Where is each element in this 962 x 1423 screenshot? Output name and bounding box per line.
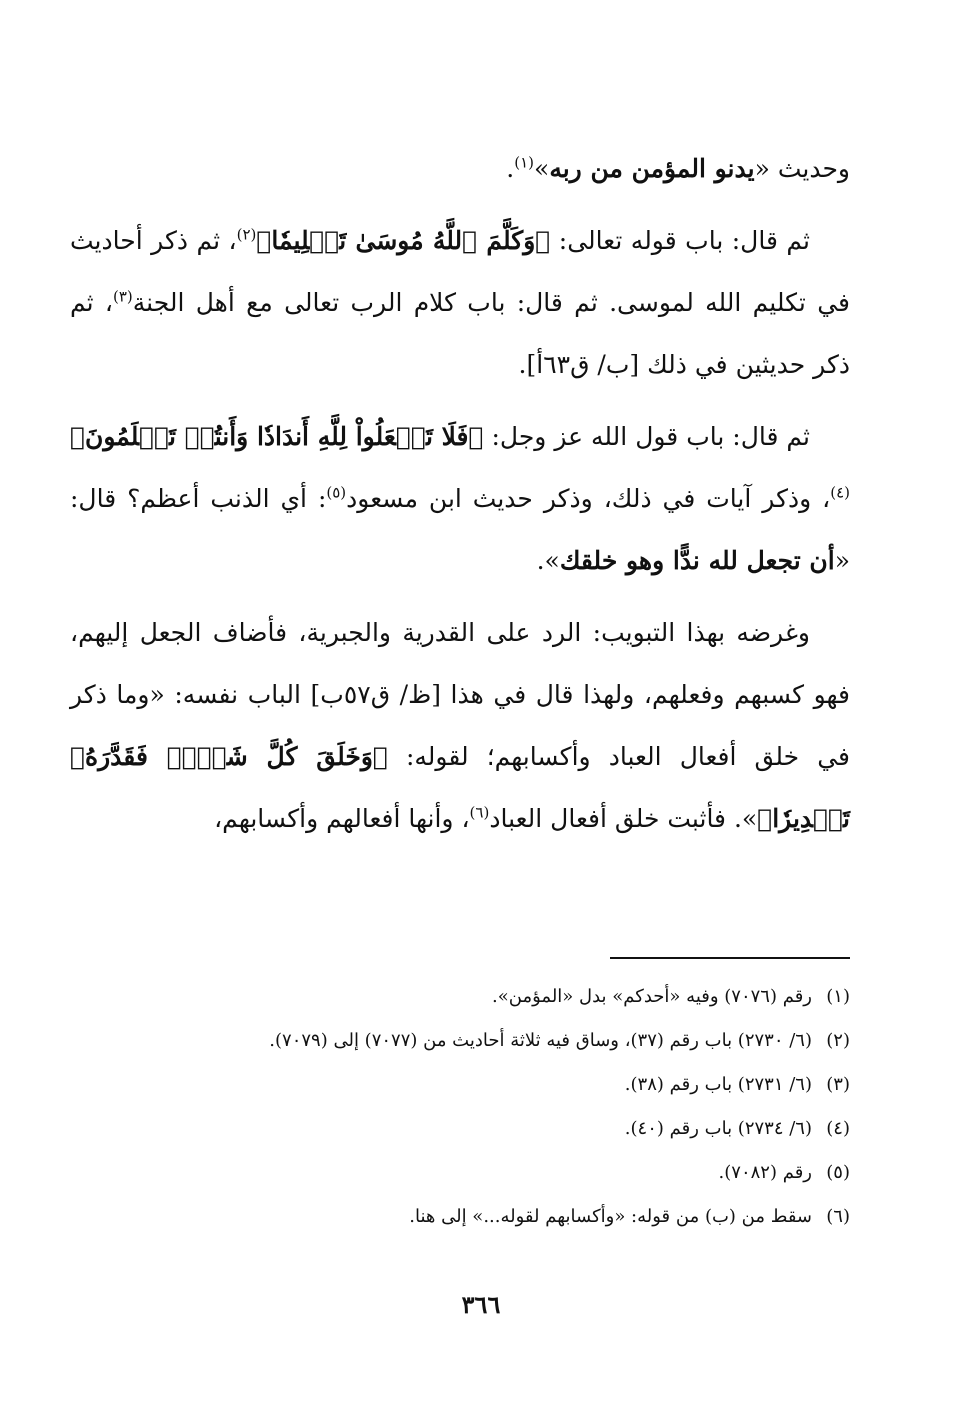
quran-verse: ﴿وَكَلَّمَ ٱللَّهُ مُوسَىٰ تَكۡلِيمٗا﴾ bbox=[256, 226, 551, 255]
paragraph-4 bbox=[70, 602, 850, 850]
quran-verse: ﴿فَلَا تَجۡعَلُواْ لِلَّهِ أَندَادٗا وَأَنتُمۡ تَعۡلَمُونَ﴾ bbox=[70, 422, 484, 451]
text-segment: ، وذكر آيات في ذلك، وذكر حديث ابن مسعود bbox=[346, 484, 831, 513]
footnote-item bbox=[70, 975, 850, 1019]
footnote-item bbox=[70, 1019, 850, 1063]
paragraph-1 bbox=[70, 138, 850, 200]
hadith-quote: أن تجعل لله ندًّا وهو خلقك bbox=[559, 546, 835, 575]
footnote-ref[interactable]: (٥) bbox=[326, 483, 347, 502]
footnote-text: (٦/ ٢٧٣١) باب رقم (٣٨). bbox=[624, 1074, 812, 1095]
footnote-item bbox=[70, 1063, 850, 1107]
footnote-item bbox=[70, 1107, 850, 1151]
quran-verse: ﴿وَخَلَقَ كُلَّ شَيۡءٖ فَقَدَّرَهُۥ تَقۡدِيرٗا﴾ bbox=[70, 742, 850, 833]
footnotes bbox=[70, 975, 850, 1239]
footnote-divider bbox=[610, 957, 850, 959]
text-segment: ، ثم ذكر حديثين في ذلك [ب/ ق٦٣أ]. bbox=[70, 288, 850, 379]
footnote-number: (٥) bbox=[826, 1162, 850, 1183]
text-segment: . bbox=[506, 154, 515, 183]
footnote-ref[interactable]: (٤) bbox=[830, 483, 850, 502]
text-segment: ». فأثبت خلق أفعال العباد bbox=[489, 804, 758, 833]
footnote-ref[interactable]: (٦) bbox=[469, 803, 490, 822]
text-segment: ثم قال: باب قول الله عز وجل: bbox=[483, 422, 810, 451]
text-segment: وغرضه بهذا التبويب: الرد على القدرية والجبرية، فأضاف الجعل إليهم، فهو كسبهم وفعلهم، ولهذا قال في هذا [ظ/ ق٥٧ب] الباب نفسه: «وما ذكر في خلق أفعال العباد وأكسابهم؛ لقوله: bbox=[70, 618, 850, 771]
text-segment: ، وأنها أفعالهم وأكسابهم، bbox=[214, 804, 470, 833]
footnote-text: رقم (٧٠٨٢). bbox=[718, 1162, 812, 1183]
footnote-number: (٣) bbox=[826, 1074, 850, 1095]
page-number: ٣٦٦ bbox=[461, 1290, 501, 1319]
footnote-text: (٦/ ٢٧٣٠) باب رقم (٣٧)، وساق فيه ثلاثة أحاديث من (٧٠٧٧) إلى (٧٠٧٩). bbox=[269, 1030, 812, 1051]
footnote-ref[interactable]: (٢) bbox=[236, 225, 257, 244]
footnote-item bbox=[70, 1151, 850, 1195]
paragraph-3 bbox=[70, 406, 850, 592]
footnote-text: سقط من (ب) من قوله: «وأكسابهم لقوله...» إلى هنا. bbox=[409, 1206, 812, 1227]
text-segment: ، ثم ذكر أحاديث في تكليم الله لموسى. ثم قال: باب كلام الرب تعالى مع أهل الجنة bbox=[70, 226, 850, 317]
text-segment: ». bbox=[536, 546, 560, 575]
footnote-ref[interactable]: (٣) bbox=[112, 287, 133, 306]
footnote-text: رقم (٧٠٧٦) وفيه «أحدكم» بدل «المؤمن». bbox=[492, 986, 812, 1007]
text-segment: : أي الذنب أعظم؟ قال: « bbox=[70, 484, 850, 575]
footnote-number: (٦) bbox=[826, 1206, 850, 1227]
text-segment: ثم قال: باب قوله تعالى: bbox=[550, 226, 811, 255]
footnote-number: (٤) bbox=[826, 1118, 850, 1139]
footnote-ref[interactable]: (١) bbox=[514, 153, 535, 172]
footnote-number: (٢) bbox=[826, 1030, 850, 1051]
text-segment: » bbox=[534, 154, 550, 183]
footnote-item bbox=[70, 1195, 850, 1239]
footnote-text: (٦/ ٢٧٣٤) باب رقم (٤٠). bbox=[624, 1118, 812, 1139]
hadith-quote: يدنو المؤمن من ربه bbox=[549, 154, 755, 183]
main-text bbox=[70, 138, 850, 860]
footnote-number: (١) bbox=[826, 986, 850, 1007]
text-segment: وحديث « bbox=[754, 154, 850, 183]
paragraph-2 bbox=[70, 210, 850, 396]
